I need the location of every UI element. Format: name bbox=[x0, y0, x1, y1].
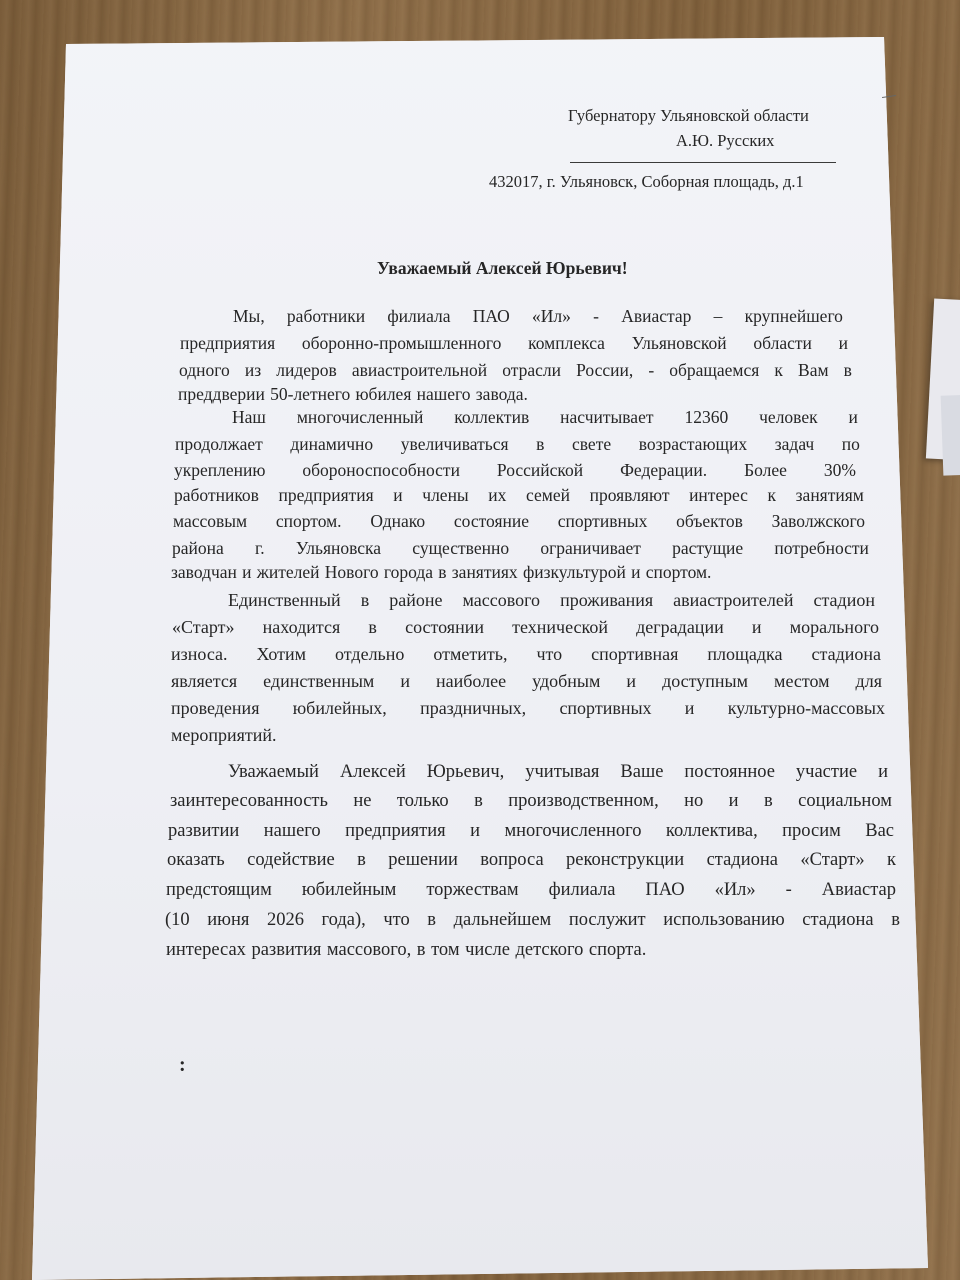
recipient-address: 432017, г. Ульяновск, Соборная площадь, д.1 bbox=[489, 172, 804, 191]
letter-body-line: «Старт» находится в состоянии технической деградации и морального bbox=[172, 617, 879, 637]
salutation: Уважаемый Алексей Юрьевич! bbox=[377, 258, 628, 278]
recipient-name: А.Ю. Русских bbox=[676, 131, 775, 150]
letter-body-line: является единственным и наиболее удобным и доступным местом для bbox=[171, 671, 882, 691]
letter-body-line: интересах развития массового, в том числе детского спорта. bbox=[166, 940, 647, 960]
letter-body-line: Наш многочисленный коллектив насчитывает 12360 человек и bbox=[232, 407, 858, 427]
letter-body-line: заинтересованность не только в производственном, но и в социальном bbox=[170, 791, 892, 811]
letter-body-line: массовым спортом. Однако состояние спортивных объектов Заволжского bbox=[173, 511, 865, 531]
letter-body-line: проведения юбилейных, праздничных, спортивных и культурно-массовых bbox=[171, 698, 885, 718]
letter-body-line: Единственный в районе массового проживания авиастроителей стадион bbox=[228, 590, 875, 610]
recipient-title: Губернатору Ульяновской области bbox=[568, 106, 809, 125]
letter-body-line: износа. Хотим отдельно отметить, что спортивная площадка стадиона bbox=[171, 644, 881, 664]
corner-pen-mark bbox=[882, 95, 896, 98]
letter-body-line: Уважаемый Алексей Юрьевич, учитывая Ваше постоянное участие и bbox=[228, 762, 888, 782]
letter-body-line: предприятия оборонно-промышленного комплекса Ульяновской области и bbox=[180, 333, 848, 353]
letter-body-line: развитии нашего предприятия и многочисленного коллектива, просим Вас bbox=[168, 821, 894, 841]
letter-body-line: продолжает динамично увеличиваться в свете возрастающих задач по bbox=[175, 434, 860, 454]
letter-body-line: (10 июня 2026 года), что в дальнейшем послужит использованию стадиона в bbox=[165, 910, 900, 930]
letter-body-line: предстоящим юбилейным торжествам филиала ПАО «Ил» - Авиастар bbox=[166, 880, 896, 900]
letter-body-line: мероприятий. bbox=[171, 725, 277, 745]
letter-body-line: одного из лидеров авиастроительной отрасли России, - обращаемся к Вам в bbox=[179, 360, 852, 380]
letter-body-line: работников предприятия и члены их семей проявляют интерес к занятиям bbox=[174, 485, 864, 505]
letter-body-line: заводчан и жителей Нового города в занятиях физкультурой и спортом. bbox=[171, 562, 712, 582]
recipient-underline bbox=[570, 162, 836, 163]
letter-body-line: преддверии 50-летнего юбилея нашего завода. bbox=[178, 384, 528, 404]
letter-body-line: укреплению обороноспособности Российской Федерации. Более 30% bbox=[174, 460, 856, 480]
stray-mark: : bbox=[179, 1054, 186, 1076]
letter-body-line: района г. Ульяновска существенно ограничивает растущие потребности bbox=[172, 538, 869, 558]
letter-body-line: Мы, работники филиала ПАО «Ил» - Авиастар – крупнейшего bbox=[233, 306, 843, 326]
letter-body-line: оказать содействие в решении вопроса реконструкции стадиона «Старт» к bbox=[167, 850, 896, 870]
